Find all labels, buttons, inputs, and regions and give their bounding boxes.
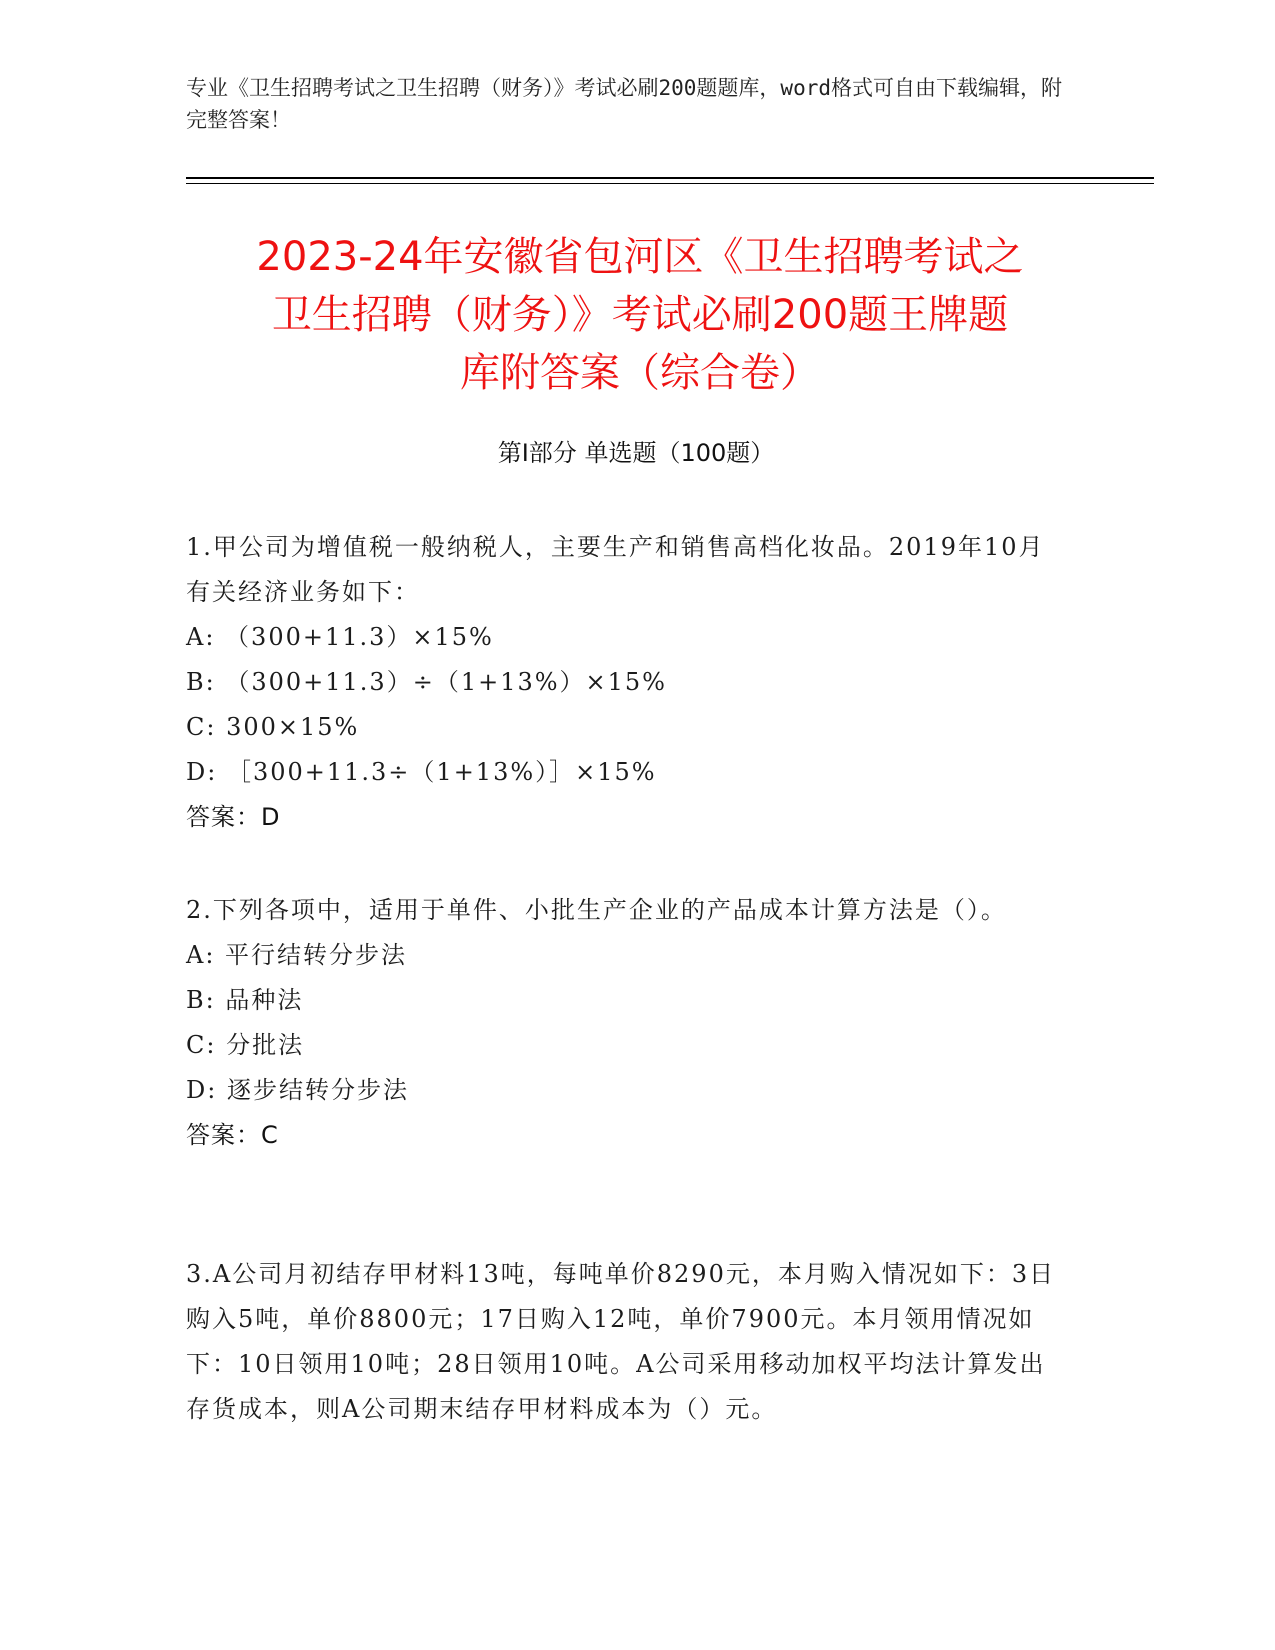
answer: 答案：C [186, 1121, 279, 1149]
section-heading: 第I部分 单选题（100题） [497, 439, 775, 467]
document-title [190, 228, 1090, 402]
option-d: D: 逐步结转分步法 [186, 1076, 409, 1104]
option-a: A: 平行结转分步法 [186, 941, 408, 969]
question-stem: 2.下列各项中，适用于单件、小批生产企业的产品成本计算方法是（）。 [186, 896, 1007, 924]
title-line-3: 库附答案（综合卷） [460, 350, 820, 396]
option-c: C: 300×15% [186, 713, 360, 741]
option-d: D: ［300+11.3÷（1+13%）］×15% [186, 758, 657, 786]
option-b: B: 品种法 [186, 986, 304, 1014]
header-note: 专业《卫生招聘考试之卫生招聘（财务）》考试必刷200题题库，word格式可自由下载编辑，附完整答案！ [186, 76, 1062, 132]
question-3 [186, 1252, 1066, 1432]
header-rule-thin [186, 183, 1154, 184]
option-b: B: （300+11.3）÷（1+13%）×15% [186, 668, 667, 696]
answer: 答案：D [186, 803, 281, 831]
question-1 [186, 525, 1066, 840]
question-stem: 1.甲公司为增值税一般纳税人，主要生产和销售高档化妆品。2019年10月有关经济业务如下： [186, 533, 1045, 606]
question-stem: 3.A公司月初结存甲材料13吨，每吨单价8290元，本月购入情况如下：3日购入5吨，单价8800元；17日购入12吨，单价7900元。本月领用情况如下：10日领用10吨；28日领用10吨。A公司采用移动加权平均法计算发出存货成本，则A公司期末结存甲材料成本为（）元。 [186, 1260, 1056, 1423]
title-line-1: 2023-24年安徽省包河区《卫生招聘考试之 [256, 234, 1024, 280]
title-line-2: 卫生招聘（财务）》考试必刷200题王牌题 [271, 292, 1009, 338]
option-c: C: 分批法 [186, 1031, 305, 1059]
option-a: A: （300+11.3）×15% [186, 623, 494, 651]
header-rule-thick [186, 177, 1154, 179]
question-2 [186, 888, 1066, 1158]
